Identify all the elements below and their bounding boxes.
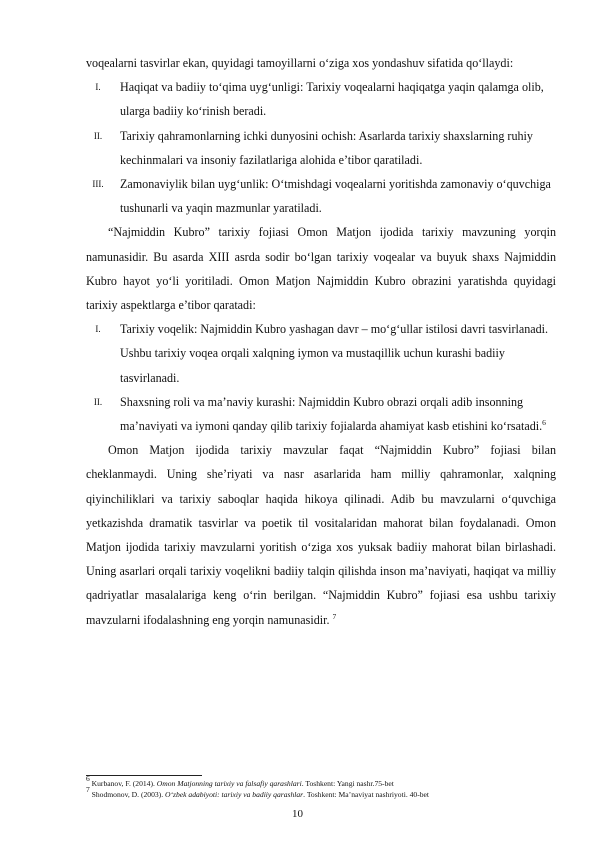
list-item <box>86 317 556 390</box>
aspects-list <box>86 317 556 438</box>
paragraph-conclusion <box>86 438 556 632</box>
list-item-text: Tarixiy voqelik: Najmiddin Kubro yashagan davr – mo‘g‘ullar istilosi davri tasvirlanadi. Ushbu tarixiy voqea orqali xalqning iymon va mustaqillik uchun kurashi badiiy tasvirlanadi. <box>120 322 549 385</box>
list-item <box>86 172 556 220</box>
intro-paragraph: voqealarni tasvirlar ekan, quyidagi tamoyillarni o‘ziga xos yondashuv sifatida qo‘llaydi: <box>86 56 514 70</box>
footnote-number: 6 <box>86 774 90 783</box>
page-number: 10 <box>292 808 303 820</box>
footnote-title: O‘zbek adabiyoti: tarixiy va badiiy qarashlar <box>165 790 304 799</box>
principles-list <box>86 75 556 220</box>
list-item-text: Tarixiy voqealarni haqiqatga yaqin qalamga olib, ularga badiiy ko‘rinish beradi. <box>120 80 544 119</box>
list-number: III. <box>92 179 104 190</box>
footnote-publisher: . Toshkent: Yangi nashr.75-bet <box>301 779 394 788</box>
footnote-title: Omon Matjonning tarixiy va falsafiy qarashlari <box>156 779 302 788</box>
paragraph-text: Omon Matjon ijodida tarixiy mavzular faqat “Najmiddin Kubro” fojiasi bilan cheklanmaydi. Uning she’riyati va nasr asarlarida ham milliy qahramonlar, xalqning qiyinchiliklari va tarixiy saboqlar haqida hikoya qilinadi. Adib bu mavzularni o‘quvchiga yetkazishda dramatik tasvirlar va poetik til vositalaridan mahorat bilan foydalanadi. Omon Matjon ijodida tarixiy mavzularni yoritish o‘ziga xos yuksak badiiy mahorat bilan birlashadi. Uning asarlari orqali tarixiy voqelikni badiiy talqin qilishda inson ma’naviyati, haqiqat va milliy qadriyatlar masalalariga keng o‘rin berilgan. “Najmiddin Kubro” fojiasi esa ushbu tarixiy mavzularni ifodalashning eng yorqin namunasidir. <box>86 443 556 627</box>
list-item-text: Shaxsning roli va ma’naviy kurashi: Najmiddin Kubro obrazi orqali adib insonning ma’naviyati va iymoni qanday qilib tarixiy fojialarda ahamiyat kasb etishini ko‘rsatadi. <box>120 394 543 434</box>
list-item-text: Tarixiy qahramonlarning ichki dunyosini ochish: Asarlarda tarixiy shaxslarning ruhiy kechinmalari va insoniy fazilatlariga alohida e’tibor qaratiladi. <box>120 128 533 167</box>
list-item <box>86 75 556 123</box>
list-item-text: O‘tmishdagi voqealarni yoritishda zamonaviy o‘quvchiga tushunarli va yaqin mazmunlar yaratiladi. <box>120 177 551 216</box>
list-item-lead: Haqiqat va badiiy to‘qima uyg‘unligi: <box>120 80 304 95</box>
footnote-divider <box>86 775 202 776</box>
footnote-ref[interactable]: 7 <box>332 611 337 621</box>
list-item <box>86 124 556 172</box>
footnote-ref[interactable]: 6 <box>542 418 546 428</box>
list-number: I. <box>95 324 101 335</box>
list-item-lead: Zamonaviylik bilan uyg‘unlik: <box>120 177 269 192</box>
footnote-number: 7 <box>86 785 90 794</box>
footnote <box>86 774 556 789</box>
list-number: II. <box>93 130 103 141</box>
body-text <box>86 51 556 632</box>
list-item <box>86 390 556 438</box>
paragraph-najmiddin-kubro: “Najmiddin Kubro” tarixiy fojiasi Omon Matjon ijodida tarixiy mavzuning yorqin namunasidir. Bu asarda XIII asrda sodir bo‘lgan tarixiy voqealar va buyuk shaxs Najmiddin Kubro hayot yo‘li yoritiladi. Omon Matjon Najmiddin Kubro obrazini yaratishda quyidagi tarixiy aspektlarga e’tibor qaratadi: <box>86 225 556 313</box>
list-number: II. <box>93 396 103 407</box>
footnote-author: Kurbanov, F. (2014). <box>91 779 157 788</box>
list-number: I. <box>95 82 101 93</box>
footnote-publisher: . Toshkent: Ma’naviyat nashriyoti. 40-bet <box>303 790 430 799</box>
footnote <box>86 785 556 800</box>
footnotes <box>86 774 556 800</box>
footnote-author: Shodmonov, D. (2003). <box>91 790 165 799</box>
